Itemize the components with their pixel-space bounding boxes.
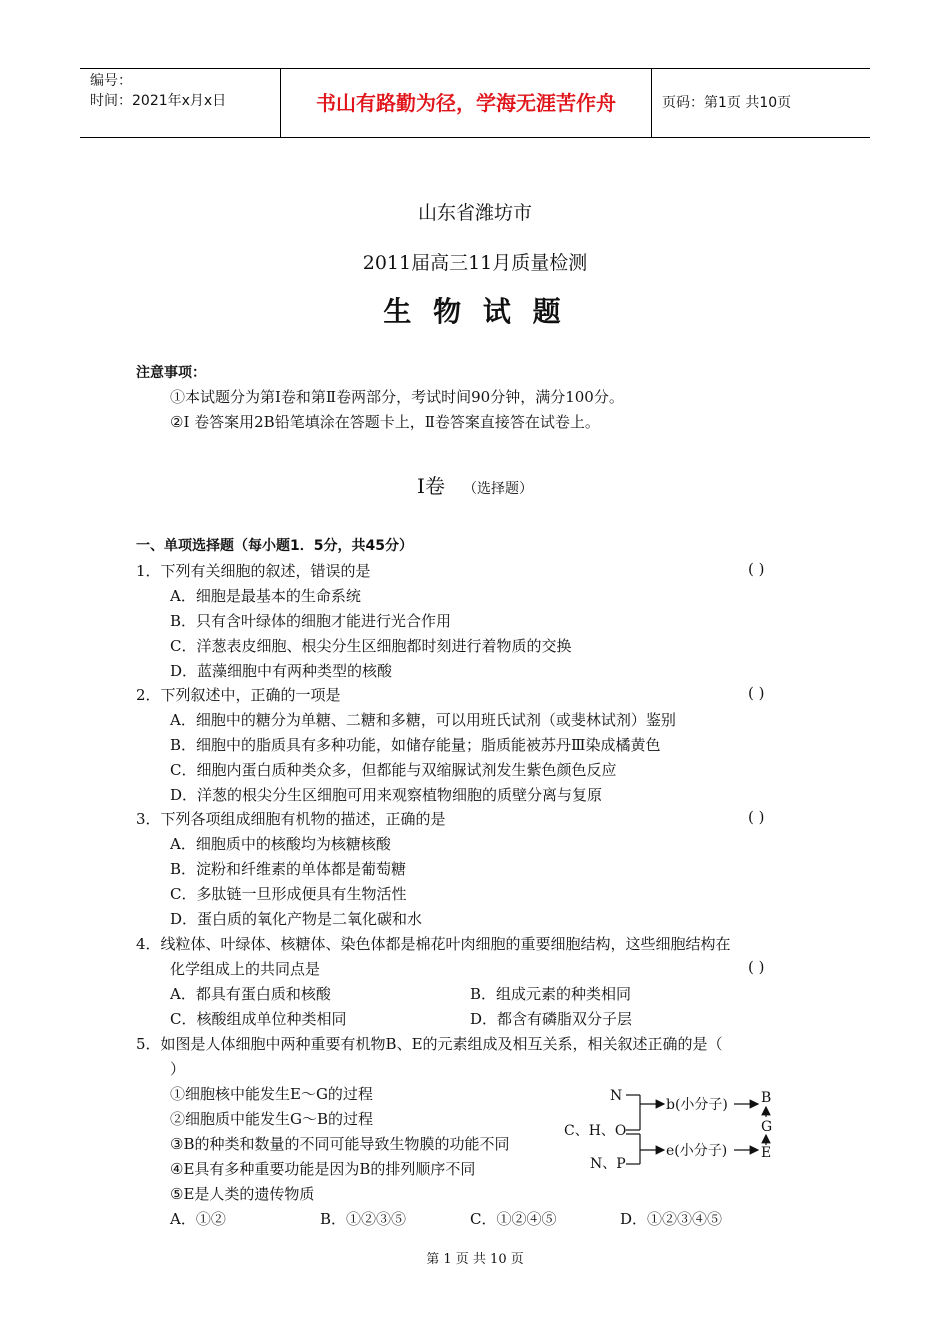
q1-option-a: A．细胞是最基本的生命系统	[170, 587, 361, 605]
header-motto: 书山有路勤为径，学海无涯苦作舟	[280, 69, 652, 137]
diagram-big-b: B	[761, 1090, 772, 1106]
q3-option-d: D．蛋白质的氧化产物是二氧化碳和水	[170, 910, 423, 928]
q3-option-a: A．细胞质中的核酸均为核糖核酸	[170, 835, 391, 853]
diagram-big-g: G	[761, 1119, 773, 1135]
notes-item-1: ①本试题分为第Ⅰ卷和第Ⅱ卷两部分，考试时间90分钟，满分100分。	[170, 388, 624, 406]
q1-stem: 1．下列有关细胞的叙述，错误的是	[136, 562, 371, 580]
time-label: 时间：2021年x月x日	[90, 93, 227, 109]
q5-statement-4: ④E具有多种重要功能是因为B的排列顺序不同	[170, 1160, 476, 1178]
diagram-big-e: E	[761, 1145, 772, 1161]
q3-option-b: B．淀粉和纤维素的单体都是葡萄糖	[170, 860, 407, 878]
section-title	[0, 470, 950, 499]
page-footer: 第 1 页 共 10 页	[426, 1252, 524, 1267]
q1-answer-paren: ( )	[748, 560, 765, 578]
q5-option-a: A．①②	[170, 1210, 226, 1228]
notes-item-2: ②Ⅰ 卷答案用2B铅笔填涂在答题卡上，Ⅱ卷答案直接答在试卷上。	[170, 413, 600, 431]
title-exam: 2011届高三11月质量检测	[362, 252, 588, 274]
section-name: Ⅰ卷	[417, 474, 445, 498]
q2-option-c: C．细胞内蛋白质种类众多，但都能与双缩脲试剂发生紫色颜色反应	[170, 761, 617, 779]
q3-answer-paren: ( )	[748, 808, 765, 826]
q4-answer-paren: ( )	[748, 958, 765, 976]
section-subtitle: （选择题）	[462, 481, 533, 497]
q3-option-c: C．多肽链一旦形成便具有生物活性	[170, 885, 407, 903]
q3-stem: 3．下列各项组成细胞有机物的描述，正确的是	[136, 810, 446, 828]
q4-option-d: D．都含有磷脂双分子层	[470, 1010, 633, 1028]
q4-stem: 4．线粒体、叶绿体、核糖体、染色体都是棉花叶肉细胞的重要细胞结构，这些细胞结构在	[136, 935, 731, 953]
q5-option-d: D．①②③④⑤	[620, 1210, 723, 1228]
q5-stem-continued: ）	[170, 1060, 186, 1078]
q5-statement-1: ①细胞核中能发生E～G的过程	[170, 1085, 373, 1103]
header-left	[80, 69, 280, 137]
part-heading: 一、单项选择题（每小题1．5分，共45分）	[136, 538, 413, 554]
q5-diagram	[560, 1082, 790, 1174]
q5-statement-2: ②细胞质中能发生G～B的过程	[170, 1110, 374, 1128]
title-province: 山东省潍坊市	[417, 202, 532, 224]
q2-option-a: A．细胞中的糖分为单糖、二糖和多糖，可以用班氏试剂（或斐林试剂）鉴别	[170, 711, 676, 729]
q5-option-b: B．①②③⑤	[320, 1210, 407, 1228]
page-header	[80, 68, 870, 138]
q2-option-d: D．洋葱的根尖分生区细胞可用来观察植物细胞的质壁分离与复原	[170, 786, 603, 804]
diagram-np: N、P	[590, 1156, 626, 1172]
q4-option-b: B．组成元素的种类相同	[470, 985, 632, 1003]
diagram-cho: C、H、O	[564, 1123, 627, 1139]
q2-answer-paren: ( )	[748, 684, 765, 702]
q4-option-c: C．核酸组成单位种类相同	[170, 1010, 347, 1028]
q4-option-a: A．都具有蛋白质和核酸	[170, 985, 331, 1003]
number-label: 编号：	[90, 73, 132, 89]
q1-option-c: C．洋葱表皮细胞、根尖分生区细胞都时刻进行着物质的交换	[170, 637, 572, 655]
notes-heading: 注意事项：	[136, 365, 206, 381]
q5-statement-3: ③B的种类和数量的不同可能导致生物膜的功能不同	[170, 1135, 510, 1153]
diagram-n: N	[610, 1088, 623, 1104]
diagram-b-small: b(小分子)	[666, 1097, 728, 1113]
header-page-label: 页码：第1页 共10页	[662, 95, 792, 111]
q1-option-d: D．蓝藻细胞中有两种类型的核酸	[170, 662, 393, 680]
q5-option-c: C．①②④⑤	[470, 1210, 557, 1228]
q2-option-b: B．细胞中的脂质具有多种功能，如储存能量；脂质能被苏丹Ⅲ染成橘黄色	[170, 736, 661, 754]
q2-stem: 2．下列叙述中，正确的一项是	[136, 686, 341, 704]
q5-stem: 5．如图是人体细胞中两种重要有机物B、E的元素组成及相互关系，相关叙述正确的是（	[136, 1035, 723, 1053]
q1-option-b: B．只有含叶绿体的细胞才能进行光合作用	[170, 612, 452, 630]
title-main: 生 物 试 题	[383, 295, 567, 328]
q5-statement-5: ⑤E是人类的遗传物质	[170, 1185, 315, 1203]
diagram-e-small: e(小分子)	[666, 1143, 728, 1159]
q4-stem-continued: 化学组成上的共同点是	[170, 960, 321, 978]
